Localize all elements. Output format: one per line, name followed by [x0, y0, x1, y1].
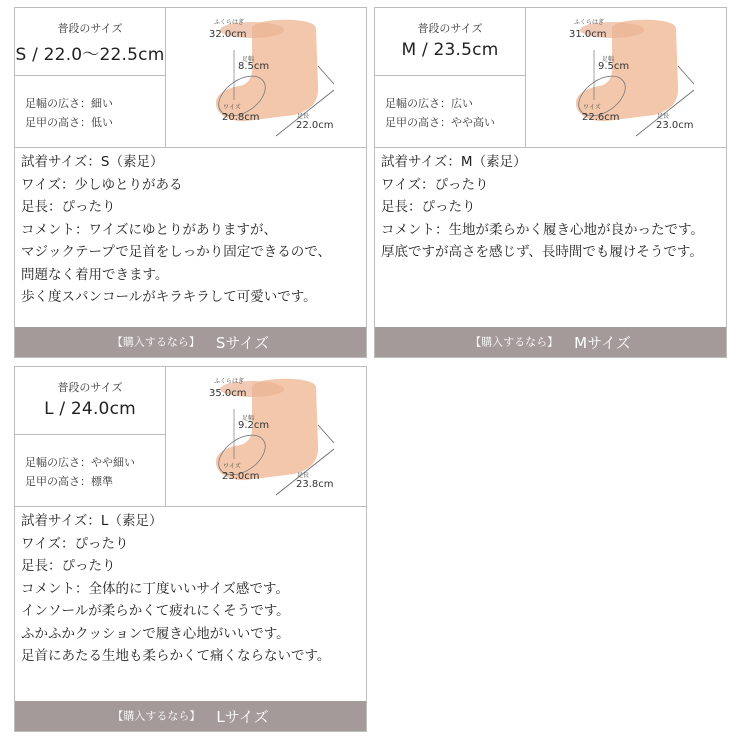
comment-line: コメント：ワイズにゆとりがありますが、: [21, 221, 277, 238]
comment-line: 歩く度スパンコールがキラキラして可愛いです。: [21, 289, 317, 305]
calf-value: 31.0cm: [569, 29, 607, 40]
fitting-comments: [381, 151, 722, 264]
foot-width-text: 足幅の広さ：細い: [25, 97, 113, 110]
comment-line: 厚底ですが高さを感じず、長時間でも履けそうです。: [381, 244, 703, 260]
foot-illustration-icon: [166, 367, 367, 506]
calf-label: ふくらはぎ: [214, 378, 245, 385]
comment-line: 足長：ぴったり: [21, 199, 116, 215]
buy-prefix: 【購入するなら】: [470, 335, 559, 349]
foot-measurement-diagram: [166, 367, 366, 506]
instep-height-text: 足甲の高さ：低い: [25, 116, 113, 129]
usual-size-label: 普段のサイズ: [57, 381, 123, 394]
usual-size-box: [15, 367, 165, 435]
size-card-0: [14, 7, 367, 358]
width-label: ワイズ: [583, 104, 601, 111]
foot-measurement-diagram: [526, 8, 726, 147]
comment-line: コメント：生地が柔らかく履き心地が良かったです。: [381, 221, 704, 238]
comment-line: 問題なく着用できます。: [21, 266, 169, 283]
size-card-1: [374, 7, 727, 358]
calf-label: ふくらはぎ: [214, 19, 245, 26]
card-header: [15, 367, 366, 507]
comment-line: 足長：ぴったり: [21, 558, 116, 574]
foot-illustration-icon: [166, 8, 367, 147]
fitting-comments: [21, 151, 362, 309]
foot-shape-box: [15, 76, 165, 147]
buy-size: Lサイズ: [216, 707, 269, 726]
foot-shape-box: [15, 435, 165, 506]
usual-size-label: 普段のサイズ: [57, 22, 123, 35]
buy-size-bar[interactable]: [15, 327, 366, 357]
instep-height-text: 足甲の高さ：やや高い: [385, 116, 495, 129]
size-column: [15, 367, 166, 506]
buy-prefix: 【購入するなら】: [111, 335, 200, 349]
card-header: [375, 8, 726, 148]
width-value: 23.0cm: [222, 471, 260, 482]
length-label: 足長: [297, 472, 310, 479]
length-value: 23.0cm: [656, 120, 694, 131]
comment-line: 足首にあたる生地も柔らかくて痛くならないです。: [21, 648, 331, 664]
card-header: [15, 8, 366, 148]
foot-width-text: 足幅の広さ：やや細い: [25, 456, 135, 469]
size-column: [375, 8, 526, 147]
foot-measurement-diagram: [166, 8, 366, 147]
comment-line: ふかふかクッションで履き心地がいいです。: [21, 625, 290, 642]
usual-size-label: 普段のサイズ: [417, 22, 483, 35]
usual-size-box: [375, 8, 525, 76]
comment-line: 足長：ぴったり: [381, 199, 476, 215]
foot-width-text: 足幅の広さ：広い: [385, 97, 473, 110]
instep-value: 8.5cm: [238, 61, 270, 72]
foot-illustration-icon: [526, 8, 727, 147]
usual-size-box: [15, 8, 165, 76]
buy-prefix: 【購入するなら】: [112, 709, 201, 723]
calf-label: ふくらはぎ: [574, 19, 605, 26]
instep-value: 9.2cm: [238, 420, 270, 431]
comment-line: インソールが柔らかくて疲れにくそうです。: [21, 603, 290, 619]
length-value: 23.8cm: [296, 479, 334, 490]
comment-line: ワイズ：ぴったり: [381, 176, 489, 193]
comment-line: 試着サイズ：L（素足）: [21, 513, 163, 529]
comment-line: マジックテープで足首をしっかり固定できるので、: [21, 244, 331, 260]
fitting-comments: [21, 510, 362, 668]
comment-line: コメント：全体的に丁度いいサイズ感です。: [21, 580, 289, 597]
width-label: ワイズ: [223, 104, 241, 111]
comment-line: ワイズ：ぴったり: [21, 535, 129, 552]
instep-label: 足幅: [602, 56, 615, 63]
size-column: [15, 8, 166, 147]
width-value: 20.8cm: [222, 112, 260, 123]
foot-shape-box: [375, 76, 525, 147]
usual-size-value: M / 23.5cm: [401, 40, 499, 60]
buy-size-bar[interactable]: [15, 701, 366, 731]
usual-size-value: L / 24.0cm: [44, 399, 136, 419]
buy-size: Sサイズ: [215, 333, 270, 352]
instep-label: 足幅: [242, 415, 255, 422]
instep-label: 足幅: [242, 56, 255, 63]
buy-size-bar[interactable]: [375, 327, 726, 357]
length-value: 22.0cm: [296, 120, 334, 131]
width-label: ワイズ: [223, 463, 241, 470]
comment-line: 試着サイズ：M（素足）: [381, 154, 527, 170]
size-card-2: [14, 366, 367, 732]
instep-value: 9.5cm: [598, 61, 630, 72]
usual-size-value: S / 22.0〜22.5cm: [15, 45, 165, 65]
width-value: 22.6cm: [582, 112, 620, 123]
length-label: 足長: [297, 113, 310, 120]
buy-size: Mサイズ: [574, 333, 631, 352]
calf-value: 32.0cm: [209, 29, 247, 40]
instep-height-text: 足甲の高さ：標準: [25, 475, 113, 488]
length-label: 足長: [657, 113, 670, 120]
comment-line: 試着サイズ：S（素足）: [21, 154, 164, 170]
comment-line: ワイズ：少しゆとりがある: [21, 176, 183, 193]
calf-value: 35.0cm: [209, 388, 247, 399]
